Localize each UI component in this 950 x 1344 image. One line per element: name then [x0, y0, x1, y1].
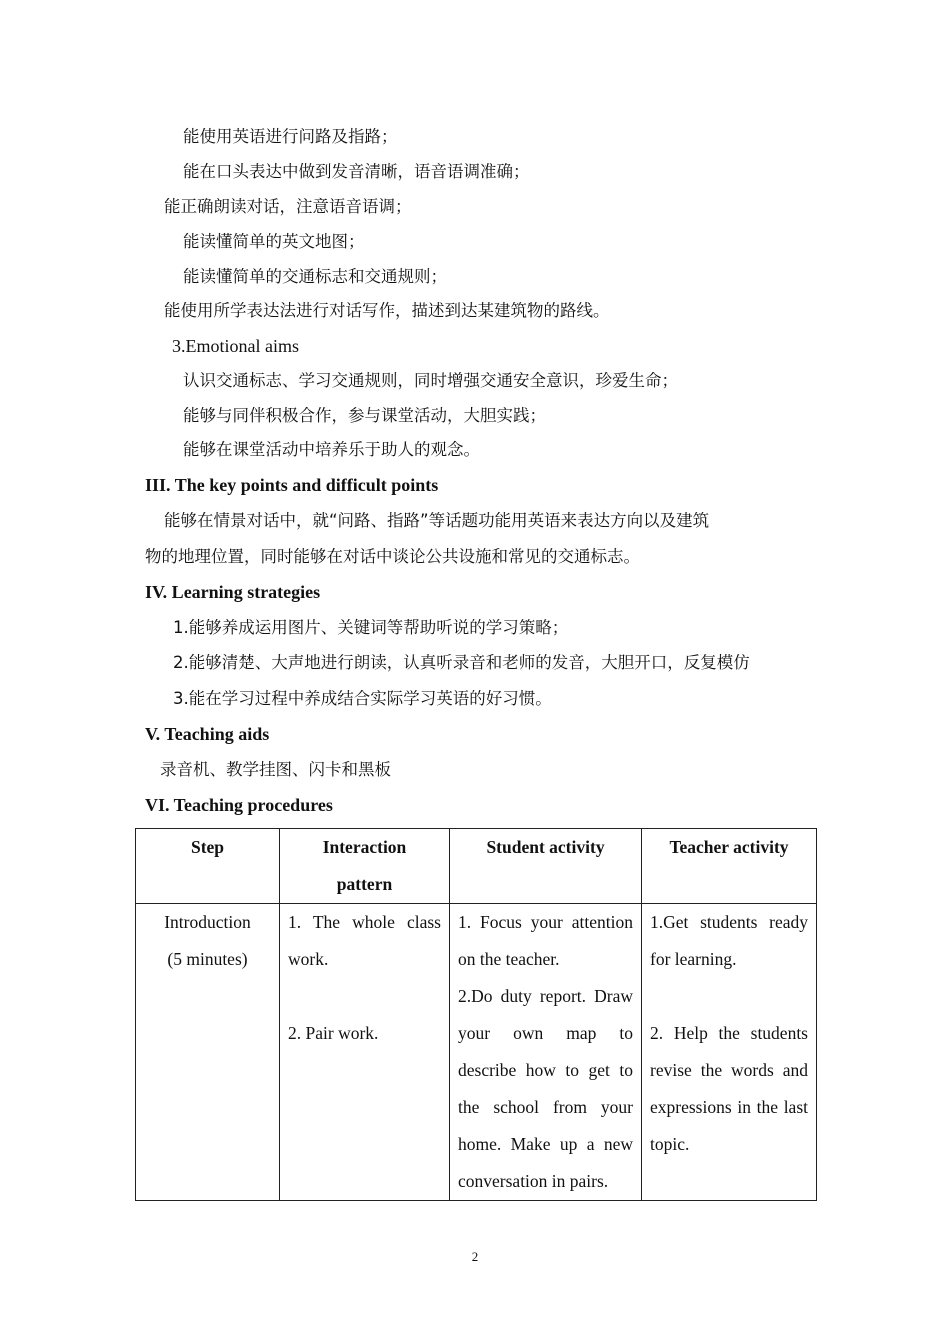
table-header-row: [136, 829, 817, 904]
cell-student-activity: [450, 904, 642, 1201]
section-3-line-2: 物的地理位置，同时能够在对话中谈论公共设施和常见的交通标志。: [145, 547, 640, 566]
student-activity-2: 2.Do duty report. Draw your own map to describe how to get to the school from your home. Make up a new conversation in pairs.: [458, 986, 633, 1191]
header-student-activity: Student activity: [450, 829, 642, 904]
strategy-item-2: 2.能够清楚、大声地进行朗读，认真听录音和老师的发音，大胆开口，反复模仿: [173, 653, 750, 672]
emotional-line-1: 认识交通标志、学习交通规则，同时增强交通安全意识，珍爱生命；: [183, 371, 678, 390]
emotional-line-3: 能够在课堂活动中培养乐于助人的观念。: [183, 440, 480, 459]
cell-teacher-activity: [642, 904, 817, 1201]
section-3-line-1: 能够在情景对话中，就“问路、指路”等话题功能用英语来表达方向以及建筑: [164, 511, 710, 530]
goal-line-4: 能读懂简单的英文地图；: [183, 232, 365, 251]
procedures-table: [135, 828, 817, 1201]
teaching-aids-text: 录音机、教学挂图、闪卡和黑板: [160, 760, 391, 779]
table-row: [136, 904, 817, 1201]
goal-line-3: 能正确朗读对话，注意语音语调；: [164, 197, 412, 216]
goal-line-2: 能在口头表达中做到发音清晰，语音语调准确；: [183, 162, 530, 181]
emotional-line-2: 能够与同伴积极合作，参与课堂活动，大胆实践；: [183, 406, 546, 425]
header-interaction-pattern: Interaction pattern: [280, 829, 450, 904]
step-name: Introduction: [164, 912, 251, 932]
strategy-item-1: 1.能够养成运用图片、关键词等帮助听说的学习策略；: [173, 618, 569, 637]
goal-line-5: 能读懂简单的交通标志和交通规则；: [183, 267, 447, 286]
header-step: Step: [136, 829, 280, 904]
section-4-heading: IV. Learning strategies: [145, 582, 321, 602]
cell-interaction: [280, 904, 450, 1201]
goal-line-1: 能使用英语进行问路及指路；: [183, 127, 398, 146]
header-teacher-activity: Teacher activity: [642, 829, 817, 904]
section-3-heading: III. The key points and difficult points: [145, 475, 439, 495]
cell-step: [136, 904, 280, 1201]
teacher-activity-2: 2. Help the students revise the words and expressions in the last topic.: [650, 1023, 808, 1154]
section-6-heading: VI. Teaching procedures: [145, 795, 333, 815]
page-number: 2: [471, 1249, 479, 1264]
step-duration: (5 minutes): [167, 949, 248, 969]
strategy-item-3: 3.能在学习过程中养成结合实际学习英语的好习惯。: [173, 689, 552, 708]
teacher-activity-1: 1.Get students ready for learning.: [650, 912, 808, 969]
goal-line-6: 能使用所学表达法进行对话写作，描述到达某建筑物的路线。: [164, 301, 610, 320]
section-5-heading: V. Teaching aids: [145, 724, 270, 744]
interaction-2: 2. Pair work.: [288, 1023, 379, 1043]
emotional-aims-heading: 3.Emotional aims: [172, 336, 299, 356]
interaction-1: 1. The whole class work.: [288, 912, 441, 969]
student-activity-1: 1. Focus your attention on the teacher.: [458, 912, 633, 969]
